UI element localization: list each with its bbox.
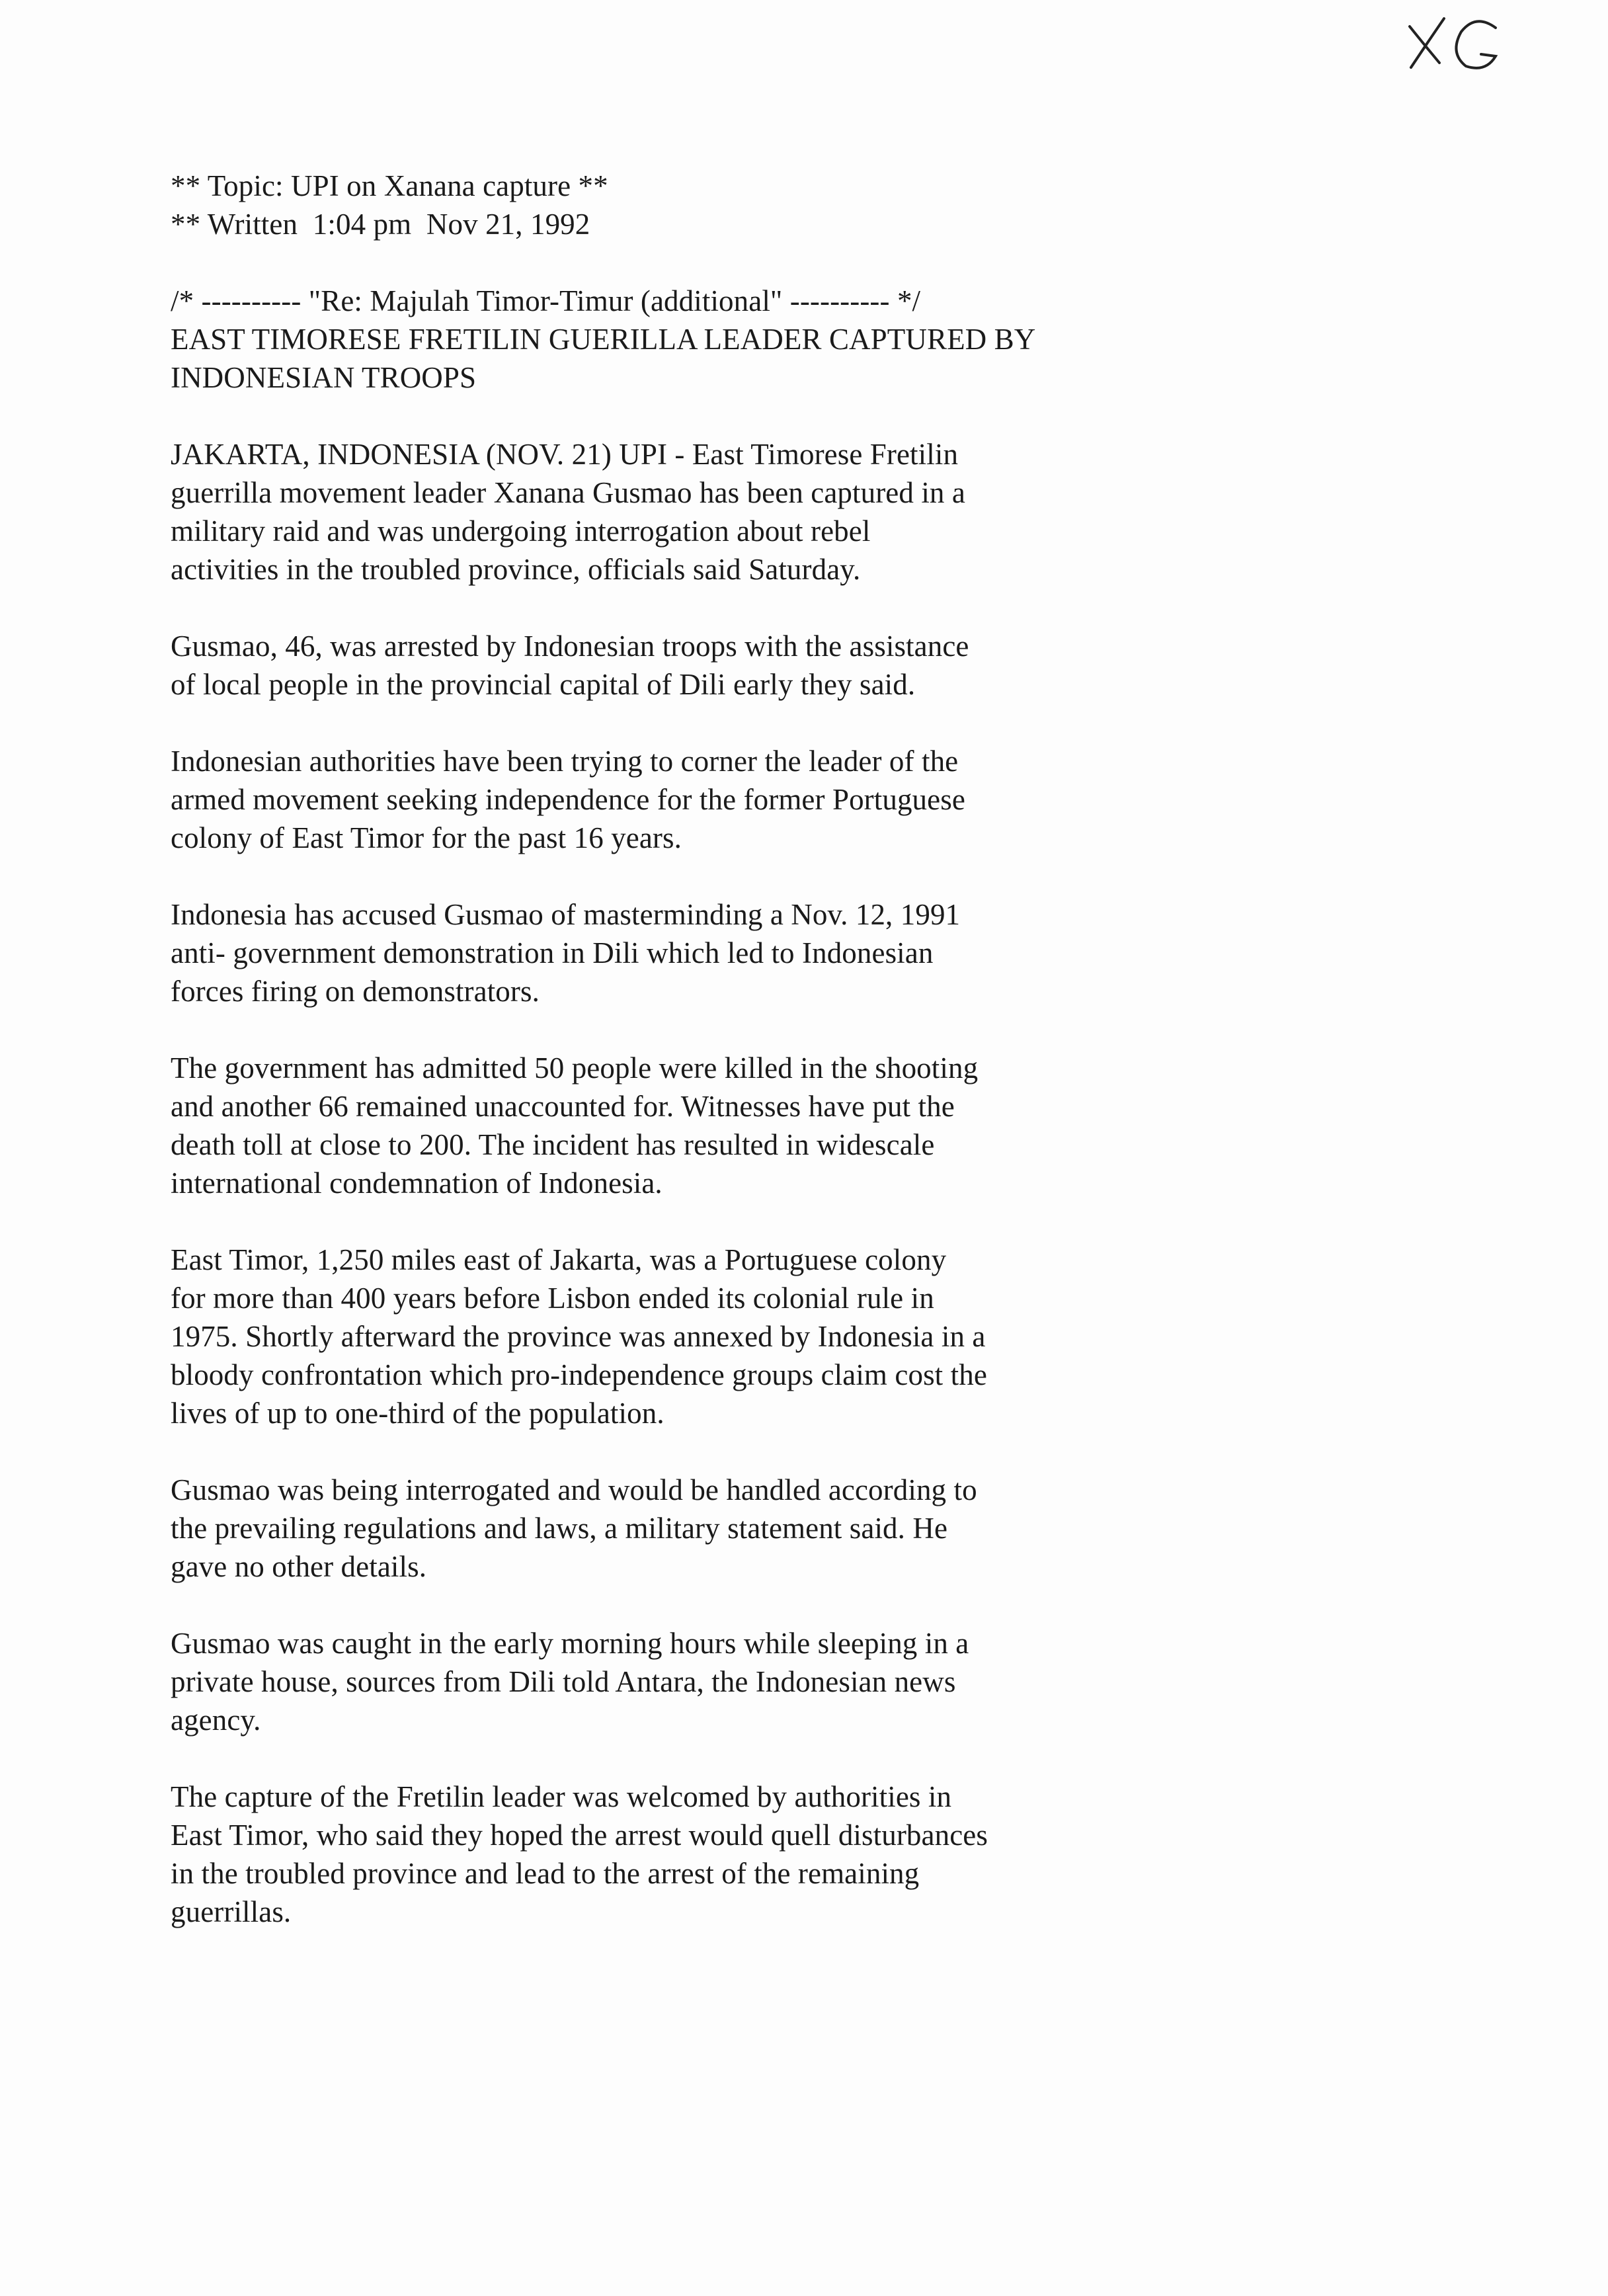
paragraph-line: anti- government demonstration in Dili which led to Indonesian bbox=[171, 936, 934, 969]
paragraph-line: JAKARTA, INDONESIA (NOV. 21) UPI - East Timorese Fretilin bbox=[171, 438, 959, 471]
paragraph-line: Gusmao was being interrogated and would be handled according to bbox=[171, 1473, 977, 1506]
paragraph bbox=[171, 895, 1427, 1010]
paragraph-line: forces firing on demonstrators. bbox=[171, 975, 540, 1008]
paragraph-line: Indonesia has accused Gusmao of masterminding a Nov. 12, 1991 bbox=[171, 898, 961, 931]
paragraph-line: bloody confrontation which pro-independence groups claim cost the bbox=[171, 1358, 987, 1391]
paragraph-line: lives of up to one-third of the population. bbox=[171, 1397, 664, 1430]
paragraph bbox=[171, 1471, 1427, 1586]
paragraph-line: for more than 400 years before Lisbon ended its colonial rule in bbox=[171, 1282, 934, 1315]
paragraph-line: private house, sources from Dili told Antara, the Indonesian news bbox=[171, 1665, 956, 1698]
written-line: ** Written 1:04 pm Nov 21, 1992 bbox=[171, 208, 590, 241]
paragraph-line: Gusmao was caught in the early morning hours while sleeping in a bbox=[171, 1627, 969, 1660]
paragraph-line: armed movement seeking independence for the former Portuguese bbox=[171, 783, 965, 816]
paragraph-line: guerrillas. bbox=[171, 1895, 292, 1928]
paragraph-line: the prevailing regulations and laws, a military statement said. He bbox=[171, 1512, 948, 1545]
paragraph-line: and another 66 remained unaccounted for. Witnesses have put the bbox=[171, 1090, 955, 1123]
paragraph-line: colony of East Timor for the past 16 years. bbox=[171, 821, 682, 854]
paragraph-line: Gusmao, 46, was arrested by Indonesian troops with the assistance bbox=[171, 630, 969, 663]
paragraph-line: activities in the troubled province, officials said Saturday. bbox=[171, 553, 861, 586]
headline-line: EAST TIMORESE FRETILIN GUERILLA LEADER CAPTURED BY bbox=[171, 323, 1036, 356]
paragraph-line: guerrilla movement leader Xanana Gusmao has been captured in a bbox=[171, 476, 965, 509]
paragraph-line: 1975. Shortly afterward the province was annexed by Indonesia in a bbox=[171, 1320, 986, 1353]
handwritten-initials-annotation bbox=[1403, 7, 1509, 79]
topic-line: ** Topic: UPI on Xanana capture ** bbox=[171, 169, 608, 202]
paragraph bbox=[171, 742, 1427, 857]
paragraph-line: death toll at close to 200. The incident has resulted in widescale bbox=[171, 1128, 935, 1161]
paragraph bbox=[171, 1049, 1427, 1202]
headline-line: INDONESIAN TROOPS bbox=[171, 361, 477, 394]
paragraph-line: military raid and was undergoing interrogation about rebel bbox=[171, 514, 871, 548]
paragraph-line: Indonesian authorities have been trying to corner the leader of the bbox=[171, 745, 959, 778]
paragraph bbox=[171, 1624, 1427, 1739]
paragraph-line: The capture of the Fretilin leader was welcomed by authorities in bbox=[171, 1780, 952, 1813]
paragraph bbox=[171, 1778, 1427, 1931]
paragraph-line: of local people in the provincial capital of Dili early they said. bbox=[171, 668, 916, 701]
paragraph-line: agency. bbox=[171, 1703, 261, 1737]
paragraph-line: in the troubled province and lead to the arrest of the remaining bbox=[171, 1857, 920, 1890]
subject-line: /* ---------- "Re: Majulah Timor-Timur (additional" ---------- */ bbox=[171, 284, 921, 317]
paragraph-line: international condemnation of Indonesia. bbox=[171, 1167, 663, 1200]
paragraph-line: The government has admitted 50 people were killed in the shooting bbox=[171, 1051, 979, 1085]
paragraph bbox=[171, 1241, 1427, 1432]
paragraph-line: East Timor, 1,250 miles east of Jakarta, was a Portuguese colony bbox=[171, 1243, 947, 1276]
paragraph-line: gave no other details. bbox=[171, 1550, 427, 1583]
paragraph bbox=[171, 435, 1427, 589]
headline-block bbox=[171, 282, 1427, 397]
paragraph-line: East Timor, who said they hoped the arrest would quell disturbances bbox=[171, 1819, 988, 1852]
message-header bbox=[171, 167, 1427, 243]
document-body bbox=[171, 167, 1427, 1931]
paragraph bbox=[171, 627, 1427, 704]
